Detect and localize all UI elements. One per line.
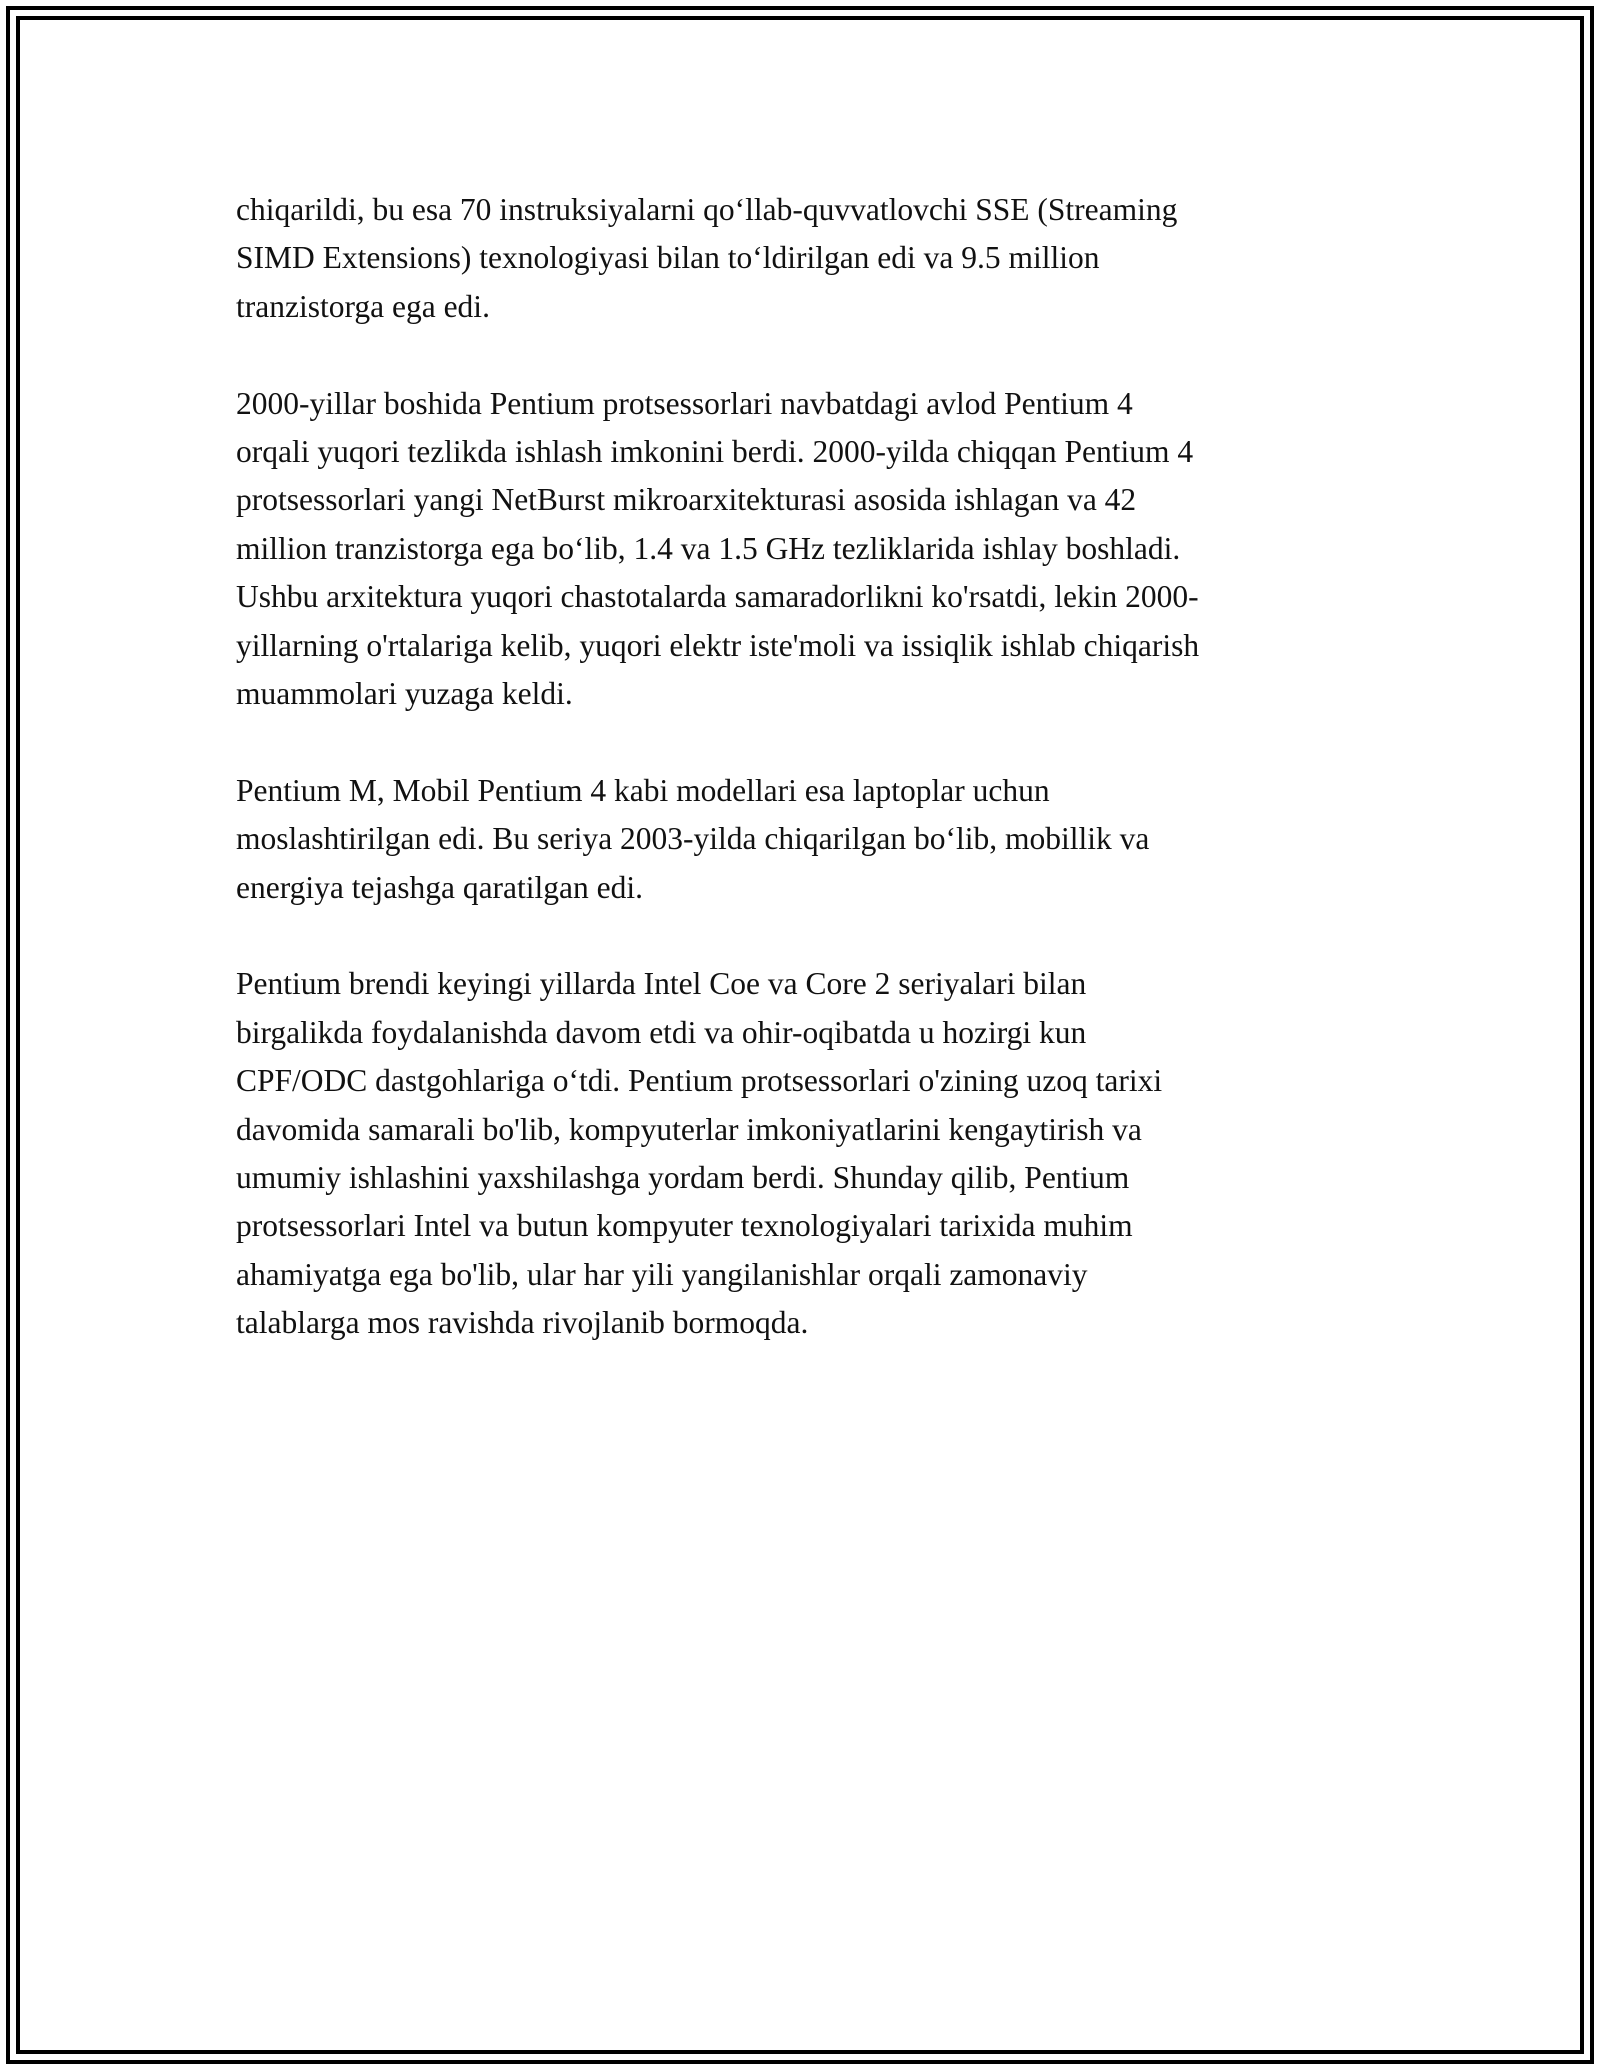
paragraph-1: chiqarildi, bu esa 70 instruksiyalarni qo‘llab-quvvatlovchi SSE (Streaming SIMD Extensions) texnologiyasi bilan to‘ldirilgan edi va 9.5 million tranzistorga ega edi.: [236, 192, 1178, 324]
paragraph-4: Pentium brendi keyingi yillarda Intel Coe va Core 2 seriyalari bilan birgalikda foydalanishda davom etdi va ohir-oqibatda u hozirgi kun CPF/ODC dastgohlariga o‘tdi. Pentium protsessorlari o'zining uzoq tarixi davomida samarali bo'lib, kompyuterlar imkoniyatlarini kengaytirish va umumiy ishlashini yaxshilashga yordam berdi. Shunday qilib, Pentium protsessorlari Intel va butun kompyuter texnologiyalari tarixida muhim ahamiyatga ega bo'lib, ular har yili yangilanishlar orqali zamonaviy talablarga mos ravishda rivojlanib bormoqda.: [236, 966, 1163, 1341]
paragraph-3: Pentium M, Mobil Pentium 4 kabi modellari esa laptoplar uchun moslashtirilgan edi. Bu seriya 2003-yilda chiqarilgan bo‘lib, mobillik va energiya tejashga qaratilgan edi.: [236, 772, 1150, 905]
paragraph-2: 2000-yillar boshida Pentium protsessorlari navbatdagi avlod Pentium 4 orqali yuqori tezlikda ishlash imkonini berdi. 2000-yilda chiqqan Pentium 4 protsessorlari yangi NetBurst mikroarxitekturasi asosida ishlagan va 42 million tranzistorga ega bo‘lib, 1.4 va 1.5 GHz tezliklarida ishlay boshladi. Ushbu arxitektura yuqori chastotalarda samaradorlikni ko'rsatdi, lekin 2000- yillarning o'rtalariga kelib, yuqori elektr iste'moli va issiqlik ishlab chiqarish muammolari yuzaga keldi.: [236, 385, 1200, 712]
document-body: [236, 186, 1366, 1396]
